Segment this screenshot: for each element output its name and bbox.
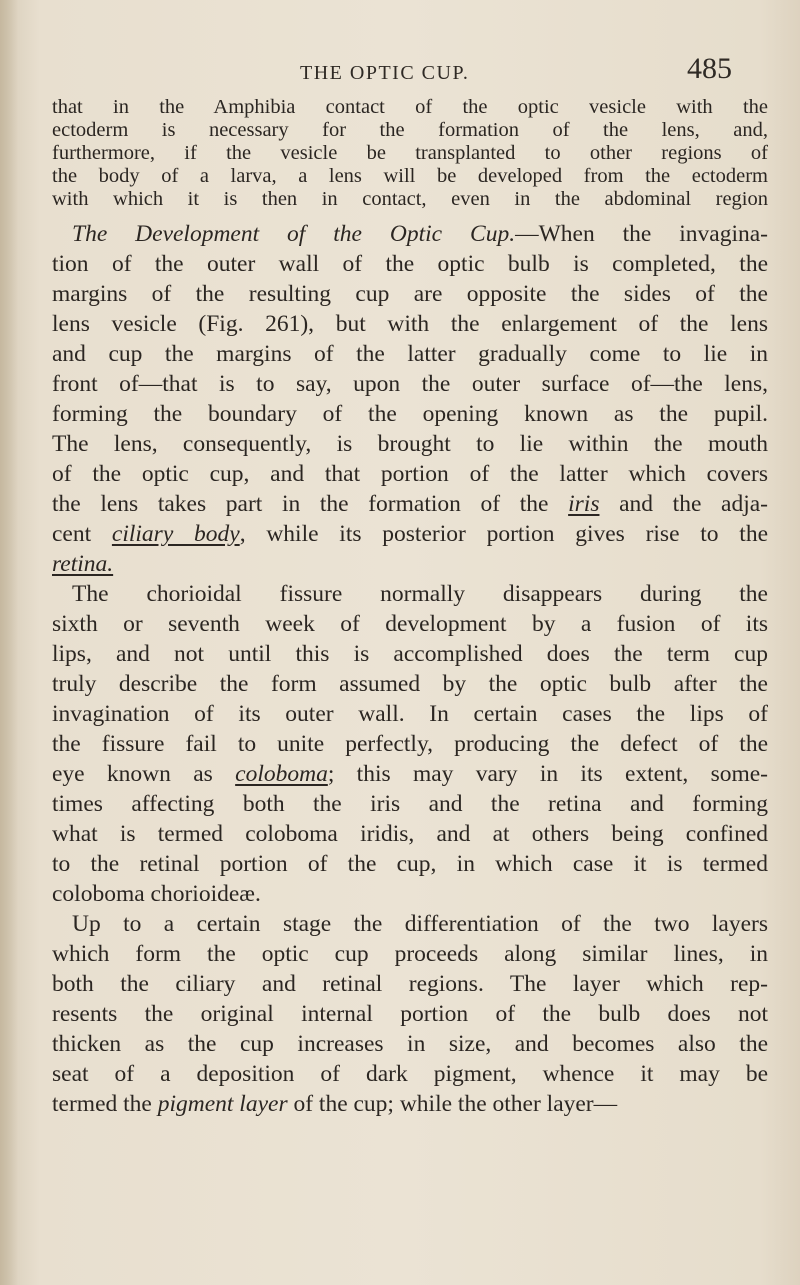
term-iris: iris bbox=[568, 491, 600, 517]
page-number: 485 bbox=[687, 52, 732, 85]
section-heading: The Development of the Optic Cup. bbox=[72, 221, 516, 247]
text-fragment: termed the bbox=[52, 1091, 158, 1117]
running-title: THE OPTIC CUP. bbox=[300, 62, 470, 84]
running-head bbox=[0, 52, 800, 92]
text-line: with which it is then in contact, even in the abdominal region bbox=[52, 188, 768, 210]
text-line: invagination of its outer wall. In certain cases the lips of bbox=[52, 701, 768, 727]
text-line: The lens, consequently, is brought to lie within the mouth bbox=[52, 431, 768, 457]
text-line: coloboma chorioideæ. bbox=[52, 881, 261, 907]
text-fragment: the lens takes part in the formation of the bbox=[52, 491, 569, 517]
paragraph-chorioidal-fissure bbox=[52, 579, 768, 909]
paragraph-optic-cup bbox=[52, 219, 768, 579]
text-line: resents the original internal portion of the bulb does not bbox=[52, 1001, 768, 1027]
text-line: and cup the margins of the latter gradually come to lie in bbox=[52, 341, 768, 367]
term-coloboma: coloboma bbox=[235, 761, 328, 787]
text-line: truly describe the form assumed by the optic bulb after the bbox=[52, 671, 768, 697]
text-line: to the retinal portion of the cup, in which case it is termed bbox=[52, 851, 768, 877]
text-line: Up to a certain stage the differentiation of the two layers bbox=[72, 911, 768, 937]
text-line: seat of a deposition of dark pigment, whence it may be bbox=[52, 1061, 768, 1087]
text-line: furthermore, if the vesicle be transplanted to other regions of bbox=[52, 142, 768, 164]
text-line: ectoderm is necessary for the formation of the lens, and, bbox=[52, 119, 768, 141]
text-fragment: eye known as bbox=[52, 761, 236, 787]
text-fragment: ; this may vary in its extent, some- bbox=[327, 761, 768, 787]
paragraph-continuation bbox=[52, 96, 768, 211]
body-text bbox=[52, 96, 768, 1119]
text-line bbox=[52, 759, 768, 789]
text-line bbox=[52, 519, 768, 549]
text-line: forming the boundary of the opening known as the pupil. bbox=[52, 401, 768, 427]
text-line: the body of a larva, a lens will be developed from the ectoderm bbox=[52, 165, 768, 187]
text-line bbox=[52, 489, 768, 519]
text-line: the fissure fail to unite perfectly, producing the defect of the bbox=[52, 731, 768, 757]
term-pigment-layer: pigment layer bbox=[157, 1091, 288, 1117]
text-line: lips, and not until this is accomplished does the term cup bbox=[52, 641, 768, 667]
text-line: times affecting both the iris and the retina and forming bbox=[52, 791, 768, 817]
text-line: lens vesicle (Fig. 261), but with the enlargement of the lens bbox=[52, 311, 768, 337]
text-line: what is termed coloboma iridis, and at others being confined bbox=[52, 821, 768, 847]
text-fragment: , while its posterior portion gives rise to the bbox=[239, 521, 769, 547]
text-line: which form the optic cup proceeds along similar lines, in bbox=[52, 941, 768, 967]
text-fragment: cent bbox=[52, 521, 112, 547]
heading-tail: —When the invagina- bbox=[515, 221, 768, 247]
paragraph-layers bbox=[52, 909, 768, 1119]
text-fragment: of the cup; while the other layer— bbox=[287, 1091, 618, 1117]
text-line: front of—that is to say, upon the outer surface of—the lens, bbox=[52, 371, 768, 397]
term-ciliary-body: ciliary body bbox=[111, 521, 240, 547]
text-line: both the ciliary and retinal regions. The layer which rep- bbox=[52, 971, 768, 997]
term-retina: retina. bbox=[52, 551, 114, 577]
text-line: The chorioidal fissure normally disappears during the bbox=[72, 581, 768, 607]
text-line: that in the Amphibia contact of the optic vesicle with the bbox=[52, 96, 768, 118]
text-line: thicken as the cup increases in size, and becomes also the bbox=[52, 1031, 768, 1057]
text-line: margins of the resulting cup are opposite the sides of the bbox=[52, 281, 768, 307]
text-line: sixth or seventh week of development by a fusion of its bbox=[52, 611, 768, 637]
text-line bbox=[52, 1089, 768, 1119]
text-line bbox=[52, 549, 768, 579]
section-heading-line bbox=[52, 219, 768, 249]
text-fragment: and the adja- bbox=[599, 491, 769, 517]
text-line: tion of the outer wall of the optic bulb is completed, the bbox=[52, 251, 768, 277]
text-line: of the optic cup, and that portion of the latter which covers bbox=[52, 461, 768, 487]
binding-shadow bbox=[0, 0, 18, 1285]
